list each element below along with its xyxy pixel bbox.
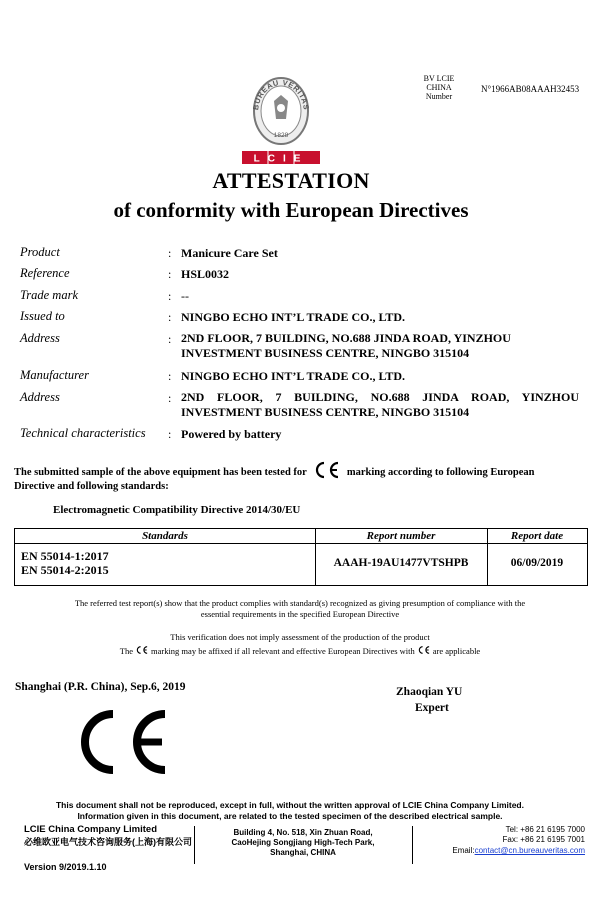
address-line: INVESTMENT BUSINESS CENTRE, NINGBO 315104 <box>181 346 470 360</box>
field-value-reference: HSL0032 <box>181 267 230 281</box>
number-label-line: BV LCIE <box>423 74 455 83</box>
marking-note-b: marking may be affixed if all relevant and effective European Directives with <box>150 646 415 656</box>
footer-tel: Tel: +86 21 6195 7000 <box>505 825 585 834</box>
standards-table <box>14 528 588 586</box>
field-colon: : <box>168 332 172 346</box>
field-colon: : <box>168 289 172 303</box>
ce-mark-icon <box>417 645 431 655</box>
note-line: The referred test report(s) show that the product complies with standard(s) recognized as giving presumption of compliance with the <box>74 598 526 608</box>
footer-divider <box>194 826 195 864</box>
footer-disclaimer: This document shall not be reproduced, except in full, without the written approval of LCIE China Company Limited. <box>55 800 524 810</box>
footer-address <box>196 828 410 858</box>
submitted-text-b: marking according to following European <box>346 467 535 478</box>
footer-disclaimer: Information given in this document, are related to the tested specimen of the described electrical sample. <box>77 811 503 821</box>
logo-band-text: LCIE <box>253 153 309 165</box>
number-label-line: CHINA <box>426 83 452 92</box>
address-line: 2ND FLOOR, 7 BUILDING, NO.688 JINDA ROAD, YINZHOU <box>181 331 511 345</box>
email-link[interactable]: contact@cn.bureauveritas.com <box>474 846 585 855</box>
field-label-reference: Reference <box>20 266 70 280</box>
bureau-veritas-logo <box>240 75 322 167</box>
ce-mark-icon <box>135 645 149 655</box>
logo-arc-text: BUREAU VERITAS <box>251 77 311 111</box>
email-label: Email: <box>452 846 475 855</box>
ce-mark-large-icon <box>74 708 169 776</box>
footer-company-cn: 必维欧亚电气技术咨询服务(上海)有限公司 <box>24 837 192 847</box>
address-line: 2ND FLOOR, 7 BUILDING, NO.688 JINDA ROAD, YINZHOU <box>181 390 579 404</box>
footer-version: Version 9/2019.1.10 <box>24 862 107 872</box>
note-line: essential requirements in the specified European Directive <box>200 609 400 619</box>
footer-fax: Fax: +86 21 6195 7001 <box>502 835 585 844</box>
place-date: Shanghai (P.R. China), Sep.6, 2019 <box>15 681 186 693</box>
table-cell-report-number: AAAH-19AU1477VTSHPB <box>333 557 469 569</box>
logo-year: 1828 <box>273 132 289 139</box>
field-value-address-2 <box>181 390 579 420</box>
table-header-report-date: Report date <box>487 529 587 544</box>
field-value-issued-to: NINGBO ECHO INT’L TRADE CO., LTD. <box>181 310 406 324</box>
submitted-text-a: The submitted sample of the above equipment has been tested for <box>14 467 307 478</box>
field-label-issued-to: Issued to <box>20 309 65 323</box>
field-value-address <box>181 331 511 361</box>
document-title: ATTESTATION <box>212 168 370 193</box>
field-label-trademark: Trade mark <box>20 288 78 302</box>
standard-item: EN 55014-2:2015 <box>21 563 109 577</box>
field-value-product: Manicure Care Set <box>181 246 278 260</box>
compliance-note <box>14 598 586 620</box>
field-label-manufacturer: Manufacturer <box>20 368 89 382</box>
verification-note: This verification does not imply assessment of the production of the product <box>170 632 430 642</box>
document-subtitle: of conformity with European Directives <box>113 198 469 222</box>
standard-item: EN 55014-1:2017 <box>21 549 109 563</box>
submitted-text-c: Directive and following standards: <box>14 481 169 492</box>
marking-note-c: are applicable <box>432 646 481 656</box>
field-value-technical: Powered by battery <box>181 427 282 441</box>
footer-email <box>420 846 585 856</box>
field-label-product: Product <box>20 245 60 259</box>
field-colon: : <box>168 246 172 260</box>
marking-note <box>0 645 600 656</box>
field-label-technical: Technical characteristics <box>20 426 146 440</box>
table-cell-report-date: 06/09/2019 <box>510 557 564 569</box>
field-colon: : <box>168 267 172 281</box>
table-cell-standards <box>21 549 109 577</box>
address-line: Shanghai, CHINA <box>270 848 336 857</box>
submitted-statement <box>14 460 586 493</box>
attestation-number: N°1966AB08AAAH32453 <box>481 84 580 94</box>
field-colon: : <box>168 391 172 405</box>
table-header-report-number: Report number <box>315 529 487 544</box>
field-label-address: Address <box>20 331 60 345</box>
number-label-line: Number <box>425 92 453 101</box>
ce-mark-icon <box>312 460 342 480</box>
address-line: INVESTMENT BUSINESS CENTRE, NINGBO 315104 <box>181 405 470 419</box>
signer-title: Expert <box>415 702 449 714</box>
directive-name: Electromagnetic Compatibility Directive 2014/30/EU <box>53 504 301 516</box>
field-colon: : <box>168 427 172 441</box>
footer-company: LCIE China Company Limited <box>24 824 158 835</box>
field-colon: : <box>168 369 172 383</box>
field-label-address-2: Address <box>20 390 60 404</box>
signer-name: Zhaoqian YU <box>396 686 463 698</box>
field-value-manufacturer: NINGBO ECHO INT’L TRADE CO., LTD. <box>181 369 406 383</box>
address-line: Building 4, No. 518, Xin Zhuan Road, <box>233 828 373 837</box>
marking-note-a: The <box>119 646 133 656</box>
table-header-standards: Standards <box>15 529 315 544</box>
address-line: CaoHejing Songjiang High-Tech Park, <box>231 838 375 847</box>
field-value-trademark: -- <box>181 289 189 303</box>
footer-divider <box>412 826 413 864</box>
number-label <box>408 74 470 101</box>
field-colon: : <box>168 310 172 324</box>
